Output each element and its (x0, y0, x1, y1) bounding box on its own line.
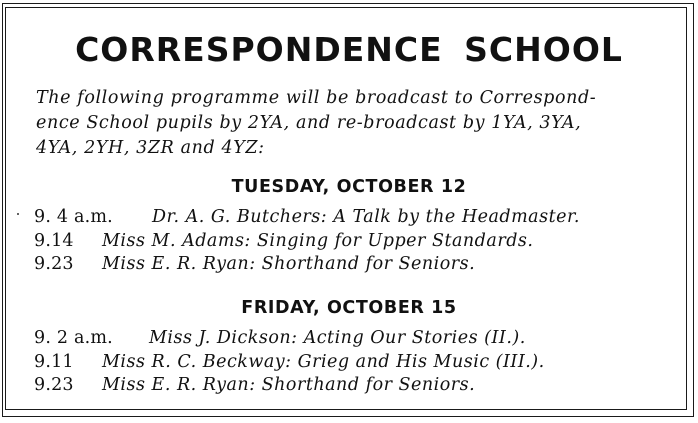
entry-description: Miss M. Adams: Singing for Upper Standards. (102, 230, 534, 251)
schedule-entry (34, 373, 545, 397)
intro-line: 4YA, 2YH, 3ZR and 4YZ: (36, 138, 265, 158)
schedule-entry (34, 205, 580, 229)
intro-paragraph (36, 86, 676, 161)
entry-description: Miss E. R. Ryan: Shorthand for Seniors. (102, 375, 476, 395)
entry-description: Miss R. C. Beckway: Grieg and His Music (III.). (102, 351, 545, 372)
schedule-friday (34, 326, 545, 397)
schedule-entry (34, 350, 545, 374)
entry-time: 9. 4 a.m. (34, 207, 113, 227)
schedule-entry (34, 326, 545, 350)
entry-description: Dr. A. G. Butchers: A Talk by the Headmaster. (152, 207, 580, 227)
day-heading-tuesday: TUESDAY, OCTOBER 12 (231, 177, 467, 197)
day-heading-friday: FRIDAY, OCTOBER 15 (241, 298, 457, 318)
entry-time: 9.23 (34, 254, 74, 274)
entry-time: 9.11 (34, 351, 74, 372)
entry-description: Miss J. Dickson: Acting Our Stories (II.). (149, 328, 526, 348)
intro-line: The following programme will be broadcast to Correspond- (36, 88, 597, 108)
page-title: CORRESPONDENCE SCHOOL (75, 30, 623, 69)
print-speck (17, 213, 19, 215)
schedule-tuesday (34, 205, 580, 276)
entry-time: 9.14 (34, 230, 74, 251)
entry-description: Miss E. R. Ryan: Shorthand for Seniors. (102, 254, 476, 274)
entry-time: 9.23 (34, 375, 74, 395)
intro-line: ence School pupils by 2YA, and re-broadcast by 1YA, 3YA, (36, 113, 582, 133)
entry-time: 9. 2 a.m. (34, 328, 113, 348)
schedule-entry (34, 252, 580, 276)
schedule-entry (34, 229, 580, 253)
